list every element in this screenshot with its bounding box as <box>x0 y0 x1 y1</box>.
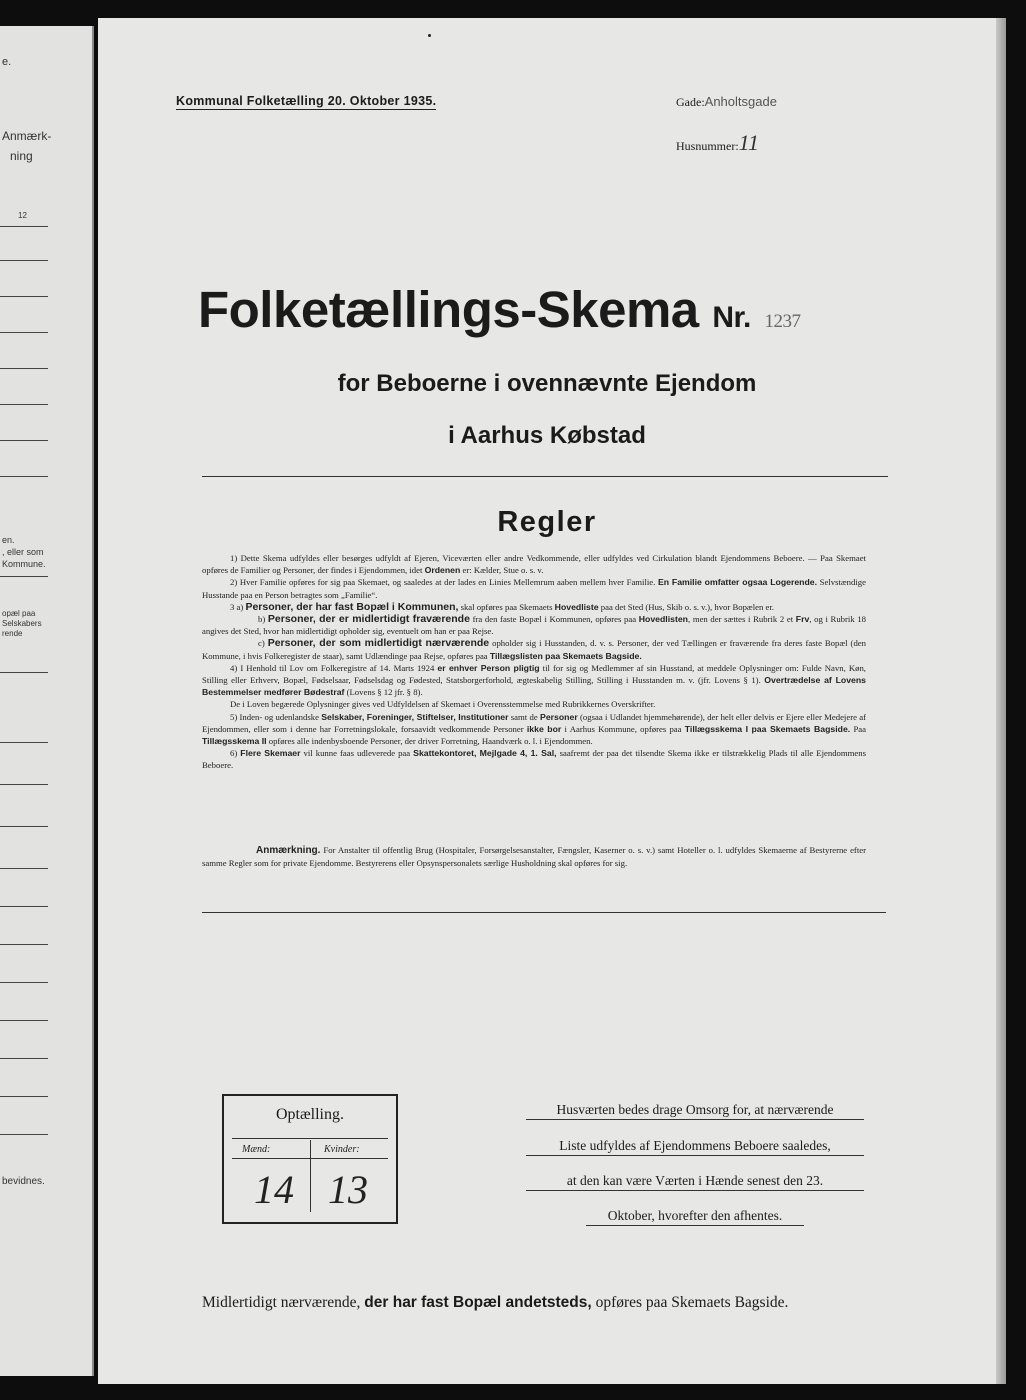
remark-text: For Anstalter til offentlig Brug (Hospitaler, Forsørgelsesanstalter, Fængsler, Kaserner o. s. v.) samt Hoteller o. l. udfyldes Skemaerne af Bestyrerne efter samme Regler som for private Ejendomme. Bestyrerens eller Opsynspersonalets særlige Husholdning skal opføres for sig. <box>202 845 866 869</box>
left-rule <box>0 1020 48 1021</box>
street-value: Anholtsgade <box>704 94 777 109</box>
left-rule <box>0 368 48 369</box>
host-notice-line: Oktober, hvorefter den afhentes. <box>586 1208 804 1226</box>
house-number-line <box>676 130 759 156</box>
left-rule <box>0 826 48 827</box>
left-rule <box>0 1058 48 1059</box>
host-notice-line: Liste udfyldes af Ejendommens Beboere saaledes, <box>526 1138 864 1156</box>
rule-3a: 3 a) Personer, der har fast Bopæl i Kommunen, skal opføres paa Skemaets Hovedliste paa det Sted (Hus, Skib o. s. v.), hvor Bopælen er. <box>230 600 774 613</box>
left-page-fragment <box>0 26 94 1376</box>
street-line <box>676 94 777 110</box>
form-number-value: 1237 <box>764 311 801 332</box>
left-rule <box>0 260 48 261</box>
rule-4: 4) I Henhold til Lov om Folkeregistre af 14. Marts 1924 er enhver Person pligtig til for sig og Medlemmer af sin Husstand, at meddele Oplysninger om: Fulde Navn, Køn, Stilling eller Erhverv, Bopæl, Fødselsaar, Fødselsdag og Fødested, Statsborgerforhold, ægteskabelig Stilling, Stilling i Husstanden m. v. (jfr. Lovens § 1). Overtrædelse af Lovens Bestemmelser medfører Bødestraf (Lovens § 12 jfr. § 8). <box>202 662 867 698</box>
left-fragment: 12 <box>18 211 27 220</box>
left-fragment: Selskabers <box>2 619 42 628</box>
form-title-main: Folketællings-Skema <box>198 281 699 338</box>
rule-5: 5) Inden- og udenlandske Selskaber, Foreninger, Stiftelser, Institutioner samt de Personer (ogsaa i Udlandet hjemmehørende), der helt eller delvis er Ejere eller Medejere af Ejendommen, eller som i denne har Forretningslokale, forsaavidt vedkommende Personer ikke bor i Aarhus Kommune, opføres paa Tillægsskema I paa Skemaets Bagside. Paa Tillægsskema II opføres alle indenbysboende Personer, der driver Forretning, Haandværk o. l. i Ejendommen. <box>202 711 867 747</box>
form-subtitle-2: i Aarhus Købstad <box>448 422 646 449</box>
rules-text <box>202 552 866 772</box>
form-number-label: Nr. <box>712 301 751 334</box>
women-label: Kvinder: <box>324 1144 360 1155</box>
left-fragment: opæl paa <box>2 609 36 618</box>
census-header-title: Kommunal Folketælling 20. Oktober 1935. <box>176 94 437 108</box>
left-fragment: , eller som <box>2 547 44 557</box>
divider-rule <box>202 912 886 913</box>
rule-1: 1) Dette Skema udfyldes eller besørges udfyldt af Ejeren, Viceværten eller andre Vedkommende, eller udfyldes ved Cirkulation blandt Ejendommens Beboere. — Paa Skemaet opføres de Familier og Personer, der findes i Ejendommen, idet Ordenen er: Kælder, Stue o. s. v. <box>202 553 866 576</box>
left-rule <box>0 868 48 869</box>
punch-dot <box>428 34 431 37</box>
left-rule <box>0 784 48 785</box>
host-notice-line: at den kan være Værten i Hænde senest den 23. <box>526 1173 864 1191</box>
house-number-value: 11 <box>738 130 760 155</box>
footer-note: Midlertidigt nærværende, der har fast Bopæl andetsteds, opføres paa Skemaets Bagside. <box>202 1294 789 1311</box>
house-number-label: Husnummer: <box>676 139 739 153</box>
left-rule <box>0 906 48 907</box>
left-rule <box>0 1134 48 1135</box>
left-rule <box>0 1096 48 1097</box>
left-fragment: rende <box>2 629 23 638</box>
men-label: Mænd: <box>242 1144 271 1155</box>
left-rule <box>0 476 48 477</box>
left-fragment: Anmærk- <box>2 129 52 143</box>
women-count: 13 <box>328 1167 368 1212</box>
left-rule <box>0 576 48 577</box>
host-notice-line: Husværten bedes drage Omsorg for, at nærværende <box>526 1102 864 1120</box>
rule-3c: c) Personer, der som midlertidigt nærværende opholder sig i Husstanden, d. v. s. Personer, der ved Tællingen er fraværende fra deres faste Bopæl (den Kommune, i hvis Folkeregister de staar), samt Udlændinge paa Rejse, opføres paa Tillægslisten paa Skemaets Bagside. <box>202 637 866 661</box>
page-edge <box>996 18 1006 1384</box>
men-count: 14 <box>254 1167 294 1212</box>
remark-label: Anmærkning. <box>256 845 321 856</box>
left-rule <box>0 226 48 227</box>
count-divider <box>310 1140 311 1212</box>
left-rule <box>0 296 48 297</box>
left-rule <box>0 332 48 333</box>
rule-4-note: De i Loven begærede Oplysninger gives ved Udfyldelsen af Skemaet i Overensstemmelse med Rubrikkernes Overskrifter. <box>230 699 656 710</box>
count-heading: Optælling. <box>275 1106 344 1123</box>
left-fragment: Kommune. <box>2 559 46 569</box>
rule-6: 6) Flere Skemaer vil kunne faas udleverede paa Skattekontoret, Mejlgade 4, 1. Sal, saafremt der paa det tilsendte Skema ikke er tilstrækkelig Plads til alle Ejendommens Beboere. <box>202 748 866 771</box>
rule-2: 2) Hver Familie opføres for sig paa Skemaet, og saaledes at der lades en Linies Mellemrum aaben mellem hver Familie. En Familie omfatter ogsaa Logerende. Selvstændige Husstande paa en Person betragtes som „Familie“. <box>202 577 866 600</box>
street-label: Gade: <box>676 95 705 109</box>
left-fragment: bevidnes. <box>2 1176 45 1187</box>
left-rule <box>0 944 48 945</box>
left-rule <box>0 672 48 673</box>
left-rule <box>0 742 48 743</box>
left-fragment: en. <box>2 535 15 545</box>
form-title <box>198 280 801 339</box>
count-box <box>222 1094 398 1224</box>
census-form-page <box>98 18 996 1384</box>
remark-note <box>202 844 866 869</box>
count-rule <box>232 1138 388 1139</box>
left-rule <box>0 404 48 405</box>
divider-rule <box>202 476 888 477</box>
form-subtitle-1: for Beboerne i ovennævnte Ejendom <box>337 370 757 397</box>
left-rule <box>0 982 48 983</box>
rule-3b: b) Personer, der er midlertidigt fraværende fra den faste Bopæl i Kommunen, opføres paa Hovedlisten, men der sættes i Rubrik 2 et Frv, og i Rubrik 18 angives det Sted, hvor han midlertidigt opholder sig, eventuelt om han er paa Rejse. <box>202 613 867 637</box>
rules-heading: Regler <box>497 506 597 538</box>
left-rule <box>0 440 48 441</box>
left-fragment: ning <box>10 149 33 163</box>
left-fragment: e. <box>2 56 12 68</box>
